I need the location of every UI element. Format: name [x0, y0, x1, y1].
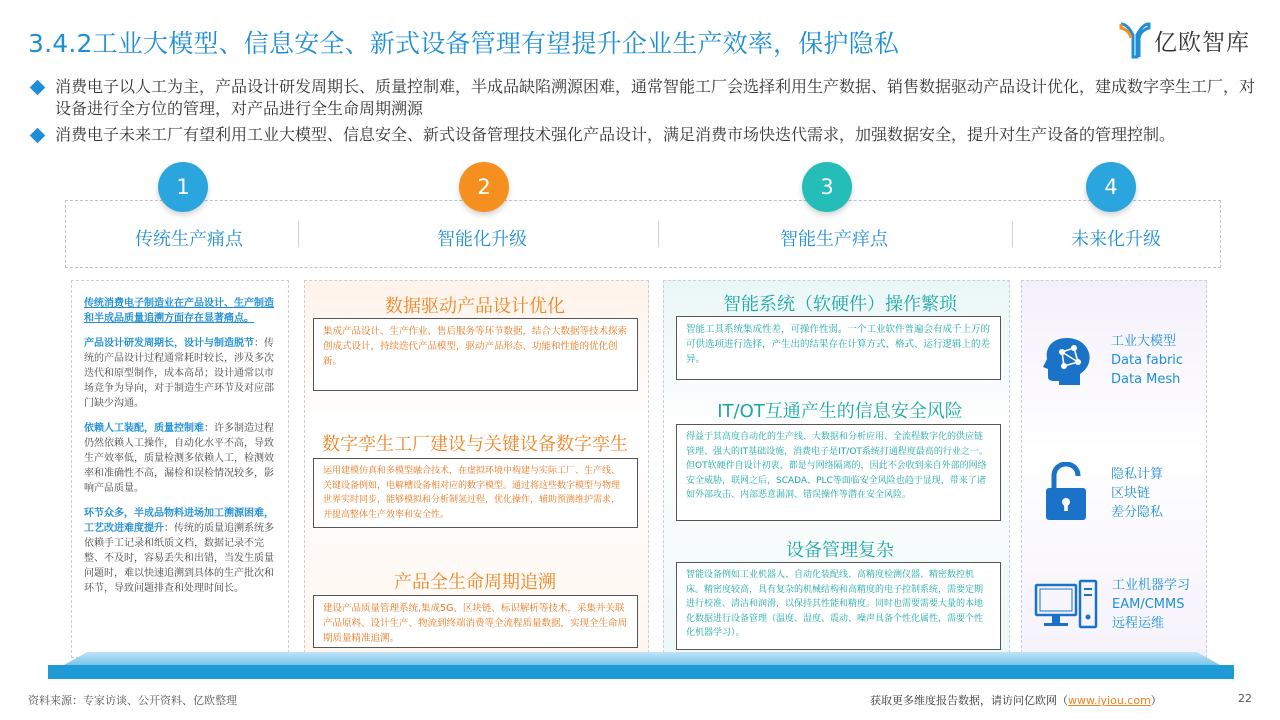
future-text: 工业大模型 Data fabric Data Mesh: [1111, 334, 1184, 387]
upgrade-title-2: 数字孪生工厂建设与关键设备数字孪生: [322, 434, 628, 455]
stage-number-2: 2: [459, 162, 509, 212]
logo-mark-icon: [1118, 21, 1152, 59]
stage-divider: [658, 221, 659, 247]
logo: [1118, 20, 1258, 60]
pain-lead: 传统消费电子制造业在产品设计、生产制造和半成品质量追溯方面存在显著痛点。: [84, 298, 274, 324]
itch-box-3: 智能设备例如工业机器人、自动化装配线、高精度检测仪器、精密数控机床。精密度较高，具有复杂的机械结构和高精度的电子控制系统，需要定期进行校准、清洁和润滑，以保持其性能和精度。同时也需要需要大量的本地化数据进行设备管理（温度、湿度、震动、噪声具备个性化属性，需要个性化机器学习）。: [676, 562, 1001, 650]
more-info: 获取更多维度报告数据，请访问亿欧网（www.iyiou.com）: [870, 694, 1162, 707]
intro-bullets: [28, 76, 1262, 150]
logo-text: 亿欧智库: [1154, 29, 1250, 56]
future-item: [1040, 332, 1183, 389]
itch-title-1: 智能系统（软硬件）操作繁琐: [723, 294, 957, 315]
stage-header: [65, 200, 1221, 268]
stage-divider: [1012, 221, 1013, 247]
future-text: 工业机器学习 EAM/CMMS 远程运维: [1112, 578, 1191, 631]
stage-number-1: 1: [158, 162, 208, 212]
pain-paragraph: 环节众多，半成品物料进场加工溯源困难，工艺改进难度提升：传统的质量追溯系统多依赖手工记录和纸质文档，数据记录不完整、不及时，容易丢失和出错，当发生质量问题时，难以快速追溯到具体的生产批次和环节，导致问题排查和处理时间长。: [84, 508, 274, 594]
platform-base: [48, 665, 1234, 679]
pain-points-text: [84, 296, 276, 606]
website-link[interactable]: www.iyiou.com: [1068, 694, 1151, 707]
upgrade-box-3: 建设产品质量管理系统,集成5G、区块链、标识解析等技术，采集并关联产品原料、设计生产、物流到终端消费等全流程质量数据，实现全生命周期质量精准追溯。: [313, 595, 638, 648]
source-note: 资料来源：专家访谈、公开资料、亿欧整理: [28, 694, 237, 707]
pain-paragraph: 产品设计研发周期长，设计与制造脱节：传统的产品设计过程通常耗时较长，涉及多次迭代和原型制作，成本高昂；设计通常以市场竞争为导向，对于制造生产环节及对应部门缺少沟通。: [84, 338, 274, 409]
brain-icon: [1040, 334, 1094, 388]
unlock-icon: [1042, 462, 1090, 524]
computer-icon: [1034, 577, 1100, 633]
page-number: 22: [1238, 692, 1252, 705]
itch-box-2: 得益于其高度自动化的生产线、大数据和分析应用、全流程数字化的供应链管理、强大的IT基础设施，消费电子是IT/OT系统打通程度最高的行业之一。但OT软硬件自设计初衷，都是与网络隔离的，因此不会收到来自外部的网络安全威胁，联网之后，SCADA、PLC等面临安全风险也趋于显现，带来了诸如外部攻击、内部恶意漏洞、错误操作等潜在安全风险。: [676, 424, 1001, 521]
future-text: 隐私计算 区块链 差分隐私: [1111, 466, 1164, 520]
itch-title-2: IT/OT互通产生的信息安全风险: [717, 401, 963, 422]
diamond-bullet-icon: [30, 80, 46, 96]
upgrade-box-2: 运用建模仿真和多模型融合技术，在虚拟环境中构建与实际工厂、生产线、关键设备例如，电解槽设备相对应的数字模型。通过将这些数字模型与物理世界实时同步，能够模拟和分析制氢过程，优化操作，辅助预测维护需求，并提高整体生产效率和安全性。: [313, 458, 638, 528]
page-title: 3.4.2工业大模型、信息安全、新式设备管理有望提升企业生产效率，保护隐私: [28, 29, 900, 58]
upgrade-title-1: 数据驱动产品设计优化: [385, 296, 565, 317]
upgrade-title-3: 产品全生命周期追溯: [394, 572, 556, 593]
stage-label-3: 智能生产痒点: [780, 229, 888, 250]
bullet-text: 消费电子以人工为主，产品设计研发周期长、质量控制难，半成品缺陷溯源困难，通常智能工厂会选择利用生产数据、销售数据驱动产品设计优化，建成数字孪生工厂，对设备进行全方位的管理，对产品进行全生命周期溯源: [55, 77, 1256, 118]
bullet-item: [28, 124, 1262, 146]
stage-number-3: 3: [802, 162, 852, 212]
stage-label-2: 智能化升级: [437, 229, 527, 250]
future-item: [1034, 576, 1190, 633]
bullet-item: [28, 76, 1262, 120]
bullet-text: 消费电子未来工厂有望利用工业大模型、信息安全、新式设备管理技术强化产品设计，满足消费市场快迭代需求，加强数据安全，提升对生产设备的管理控制。: [55, 125, 1176, 144]
itch-title-3: 设备管理复杂: [786, 540, 894, 561]
stage-divider: [298, 221, 299, 247]
pain-paragraph: 依赖人工装配，质量控制难：许多制造过程仍然依赖人工操作，自动化水平不高，导致生产效率低，质量检测多依赖人工，检测效率和准确性不高，漏检和误检情况较多，影响产品质量。: [84, 423, 274, 494]
future-item: [1042, 462, 1163, 524]
itch-box-1: 智能工具系统集成性差，可操作性弱。一个工业软件普遍会有成千上万的可供选项进行选择，产生出的结果存在计算方式、格式、运行逻辑上的差异。: [676, 316, 1001, 380]
stage-number-4: 4: [1086, 162, 1136, 212]
upgrade-box-1: 集成产品设计、生产作业、售后服务等环节数据，结合大数据等技术探索创成式设计，持续迭代产品模型，驱动产品形态、功能和性能的优化创新。: [313, 318, 638, 391]
stage-label-4: 未来化升级: [1071, 229, 1161, 250]
stage-label-1: 传统生产痛点: [135, 229, 243, 250]
diamond-bullet-icon: [30, 128, 46, 144]
platform-top: [64, 652, 1220, 665]
